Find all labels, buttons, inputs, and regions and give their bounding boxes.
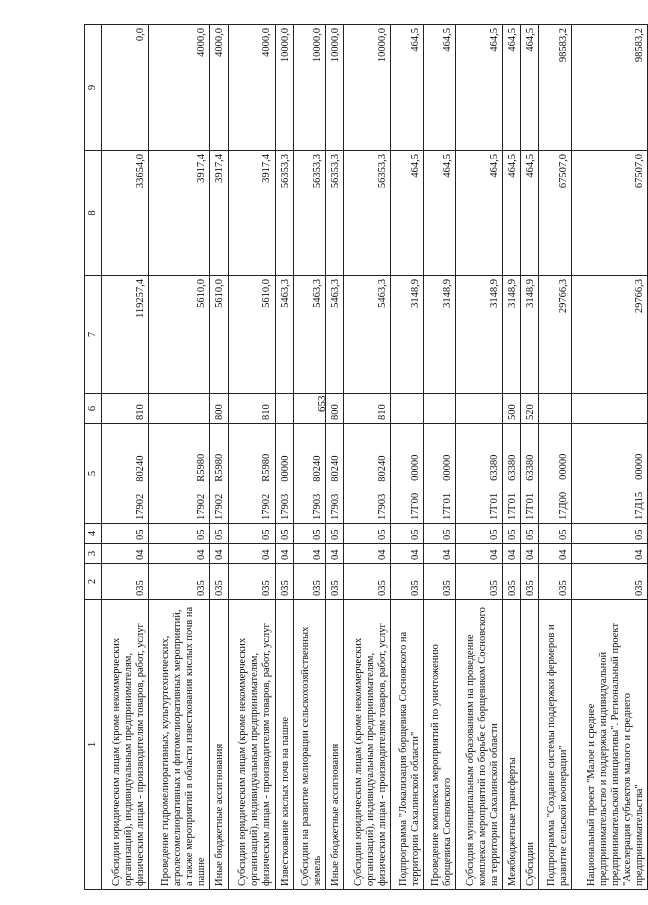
row-section-code: 04 (228, 544, 275, 564)
row-amount-3: 98583,2 (571, 25, 647, 151)
row-section-code: 04 (210, 544, 228, 564)
row-section-code: 04 (571, 544, 647, 564)
row-amount-2: 464,5 (456, 151, 503, 276)
row-amount-1: 5610,0 (149, 276, 210, 394)
row-section-code: 04 (326, 544, 344, 564)
row-amount-1: 5610,0 (210, 276, 228, 394)
target-article-program: 17903 (312, 493, 324, 520)
row-target-article (149, 424, 210, 524)
row-amount-3: 10000,0 (275, 25, 293, 151)
row-amount-2: 3917,4 (228, 151, 275, 276)
target-article-program: 17Г01 (442, 492, 454, 520)
target-article-program: 17Г01 (525, 492, 537, 520)
row-amount-2: 67507,0 (539, 151, 572, 276)
table-row (456, 25, 503, 890)
row-amount-3: 10000,0 (326, 25, 344, 151)
row-name: Субсидии юридическим лицам (кроме некоммерческих организаций), индивидуальным предпринимателям, физическим лицам - производителям товаров, работ, услуг (102, 600, 149, 890)
target-article-direction: 00000 (279, 455, 291, 482)
target-article-direction: R5980 (196, 453, 208, 482)
row-amount-2: 3917,4 (149, 151, 210, 276)
column-header-9: 9 (85, 25, 102, 151)
row-section-code: 04 (293, 544, 326, 564)
row-section-code: 04 (456, 544, 503, 564)
row-subsection-code: 05 (539, 524, 572, 544)
table-row (539, 25, 572, 890)
row-name: Подпрограмма "Локализация борщевика Сосновского на территории Сахалинской области" (391, 600, 424, 890)
row-subsection-code: 05 (293, 524, 326, 544)
row-amount-2: 3917,4 (210, 151, 228, 276)
target-article-direction: 80240 (312, 455, 324, 482)
row-ministry-code: 035 (344, 564, 391, 600)
row-subsection-code: 05 (344, 524, 391, 544)
target-article-direction: R5980 (214, 453, 226, 482)
row-target-article (456, 424, 503, 524)
target-article-direction: 00000 (442, 454, 454, 481)
row-amount-3: 464,5 (521, 25, 539, 151)
column-header-5: 5 (85, 424, 102, 524)
row-ministry-code: 035 (423, 564, 456, 600)
row-expense-type (149, 394, 210, 424)
row-expense-type: 800 (326, 394, 344, 424)
row-expense-type (293, 394, 326, 424)
row-ministry-code: 035 (391, 564, 424, 600)
row-target-article (539, 424, 572, 524)
row-expense-type: 800 (210, 394, 228, 424)
budget-table (84, 24, 648, 890)
column-header-2: 2 (85, 564, 102, 600)
target-article-direction: 63380 (489, 454, 501, 481)
row-amount-3: 464,5 (423, 25, 456, 151)
table-row (293, 25, 326, 890)
target-article-direction: 80240 (377, 455, 389, 482)
target-article-direction: 00000 (633, 453, 645, 480)
row-subsection-code: 05 (228, 524, 275, 544)
row-amount-1: 29766,3 (539, 276, 572, 394)
row-subsection-code: 05 (503, 524, 521, 544)
row-ministry-code: 035 (275, 564, 293, 600)
row-subsection-code: 05 (571, 524, 647, 544)
row-expense-type (456, 394, 503, 424)
table-row (503, 25, 521, 890)
row-amount-1: 3148,9 (503, 276, 521, 394)
target-article-program: 17903 (279, 493, 291, 520)
row-name: Субсидия муниципальным образованиям на проведение комплекса мероприятий по борьбе с борщевиком Сосновского на территории Сахалинской области (456, 600, 503, 890)
table-row (344, 25, 391, 890)
row-amount-3: 10000,0 (293, 25, 326, 151)
row-name: Проведение гидромелиоративных, культуртехнических, агролесомелиоративных и фитомелиоративных мероприятий, а также мероприятий в области известкования кислых почв на пашне (149, 600, 210, 890)
row-expense-type: 520 (521, 394, 539, 424)
row-amount-3: 98583,2 (539, 25, 572, 151)
target-article-program: 17902 (134, 493, 146, 520)
row-ministry-code: 035 (149, 564, 210, 600)
table-row (391, 25, 424, 890)
row-target-article (344, 424, 391, 524)
row-expense-type (275, 394, 293, 424)
row-target-article (275, 424, 293, 524)
row-amount-2: 464,5 (391, 151, 424, 276)
row-target-article (391, 424, 424, 524)
row-subsection-code: 05 (149, 524, 210, 544)
row-ministry-code: 035 (326, 564, 344, 600)
target-article-direction: 63380 (525, 454, 537, 481)
target-article-direction: 80240 (330, 455, 342, 482)
row-subsection-code: 05 (456, 524, 503, 544)
row-section-code: 04 (503, 544, 521, 564)
row-expense-type: 500 (503, 394, 521, 424)
row-amount-1: 5463,3 (275, 276, 293, 394)
target-article-program: 17Г01 (507, 492, 519, 520)
row-amount-3: 464,5 (503, 25, 521, 151)
row-expense-type: 810 (228, 394, 275, 424)
row-section-code: 04 (539, 544, 572, 564)
table-row (149, 25, 210, 890)
row-name: Субсидии юридическим лицам (кроме некоммерческих организаций), индивидуальным предпринимателям, физическим лицам - производителям товаров, работ, услуг (344, 600, 391, 890)
table-row (326, 25, 344, 890)
row-expense-type: 810 (102, 394, 149, 424)
row-section-code: 04 (275, 544, 293, 564)
row-ministry-code: 035 (503, 564, 521, 600)
row-target-article (210, 424, 228, 524)
row-subsection-code: 05 (423, 524, 456, 544)
row-amount-2: 56353,3 (344, 151, 391, 276)
row-amount-1: 3148,9 (521, 276, 539, 394)
row-amount-2: 56353,3 (293, 151, 326, 276)
row-subsection-code: 05 (326, 524, 344, 544)
target-article-direction: 80240 (134, 455, 146, 482)
page-number: 653 (316, 395, 328, 412)
row-amount-1: 3148,9 (391, 276, 424, 394)
row-name: Субсидии на развитие мелиорации сельскохозяйственных земель (293, 600, 326, 890)
row-ministry-code: 035 (102, 564, 149, 600)
table-row (228, 25, 275, 890)
column-header-3: 3 (85, 544, 102, 564)
row-amount-3: 464,5 (391, 25, 424, 151)
row-amount-2: 56353,3 (275, 151, 293, 276)
row-amount-3: 10000,0 (344, 25, 391, 151)
column-header-7: 7 (85, 276, 102, 394)
target-article-program: 17903 (377, 493, 389, 520)
row-section-code: 04 (102, 544, 149, 564)
target-article-direction: 00000 (409, 454, 421, 481)
row-amount-3: 4000,0 (228, 25, 275, 151)
column-header-row (85, 25, 102, 890)
row-name: Субсидии юридическим лицам (кроме некоммерческих организаций), индивидуальным предпринимателям, физическим лицам - производителям товаров, работ, услуг (228, 600, 275, 890)
row-amount-1: 5463,3 (326, 276, 344, 394)
row-amount-3: 4000,0 (210, 25, 228, 151)
rotated-table-wrapper (84, 25, 648, 890)
row-amount-2: 464,5 (503, 151, 521, 276)
row-subsection-code: 05 (391, 524, 424, 544)
row-expense-type (423, 394, 456, 424)
target-article-program: 17Д00 (557, 491, 569, 520)
row-subsection-code: 05 (210, 524, 228, 544)
row-subsection-code: 05 (521, 524, 539, 544)
row-amount-2: 464,5 (521, 151, 539, 276)
table-row (210, 25, 228, 890)
row-expense-type: 810 (344, 394, 391, 424)
row-ministry-code: 035 (456, 564, 503, 600)
row-name: Подпрограмма "Создание системы поддержки фермеров и развитие сельской кооперации" (539, 600, 572, 890)
row-amount-3: 0,0 (102, 25, 149, 151)
row-section-code: 04 (521, 544, 539, 564)
row-target-article (521, 424, 539, 524)
row-target-article (293, 424, 326, 524)
column-header-1: 1 (85, 600, 102, 890)
target-article-program: 17Д15 (633, 491, 645, 520)
column-header-8: 8 (85, 151, 102, 276)
target-article-program: 17902 (196, 493, 208, 520)
row-amount-1: 5610,0 (228, 276, 275, 394)
target-article-program: 17903 (330, 493, 342, 520)
row-amount-1: 5463,3 (344, 276, 391, 394)
target-article-direction: 63380 (507, 454, 519, 481)
table-row (521, 25, 539, 890)
row-target-article (102, 424, 149, 524)
row-ministry-code: 035 (521, 564, 539, 600)
row-subsection-code: 05 (102, 524, 149, 544)
row-section-code: 04 (344, 544, 391, 564)
row-amount-1: 5463,3 (293, 276, 326, 394)
row-amount-2: 56353,3 (326, 151, 344, 276)
row-ministry-code: 035 (293, 564, 326, 600)
row-target-article (571, 424, 647, 524)
target-article-program: 17902 (214, 493, 226, 520)
row-amount-3: 4000,0 (149, 25, 210, 151)
target-article-program: 17Г00 (409, 492, 421, 520)
column-header-6: 6 (85, 394, 102, 424)
column-header-4: 4 (85, 524, 102, 544)
row-section-code: 04 (423, 544, 456, 564)
row-name: Межбюджетные трансферты (503, 600, 521, 890)
row-amount-2: 33654,0 (102, 151, 149, 276)
row-target-article (326, 424, 344, 524)
row-ministry-code: 035 (228, 564, 275, 600)
table-row (423, 25, 456, 890)
row-ministry-code: 035 (210, 564, 228, 600)
row-target-article (423, 424, 456, 524)
row-expense-type (539, 394, 572, 424)
row-target-article (503, 424, 521, 524)
row-name: Проведение комплекса мероприятий по уничтожению борщевика Сосновского (423, 600, 456, 890)
row-expense-type (391, 394, 424, 424)
row-name: Иные бюджетные ассигнования (326, 600, 344, 890)
row-amount-1: 3148,9 (423, 276, 456, 394)
target-article-program: 17902 (261, 493, 273, 520)
row-expense-type (571, 394, 647, 424)
target-article-direction: R5980 (261, 453, 273, 482)
row-name: Национальный проект "Малое и среднее предпринимательство и поддержка индивидуальной предпринимательской инициативы". Региональный проект "Акселерация субъектов малого и среднего предпринимательства" (571, 600, 647, 890)
row-amount-2: 67507,0 (571, 151, 647, 276)
row-section-code: 04 (391, 544, 424, 564)
row-amount-1: 3148,9 (456, 276, 503, 394)
row-section-code: 04 (149, 544, 210, 564)
row-subsection-code: 05 (275, 524, 293, 544)
row-name: Иные бюджетные ассигнования (210, 600, 228, 890)
row-name: Субсидии (521, 600, 539, 890)
row-ministry-code: 035 (539, 564, 572, 600)
row-amount-3: 464,5 (456, 25, 503, 151)
table-row (571, 25, 647, 890)
target-article-direction: 00000 (557, 453, 569, 480)
row-ministry-code: 035 (571, 564, 647, 600)
table-row (102, 25, 149, 890)
row-amount-1: 29766,3 (571, 276, 647, 394)
row-amount-1: 119257,4 (102, 276, 149, 394)
target-article-program: 17Г01 (489, 492, 501, 520)
row-target-article (228, 424, 275, 524)
row-amount-2: 464,5 (423, 151, 456, 276)
table-row (275, 25, 293, 890)
row-name: Известкование кислых почв на пашне (275, 600, 293, 890)
